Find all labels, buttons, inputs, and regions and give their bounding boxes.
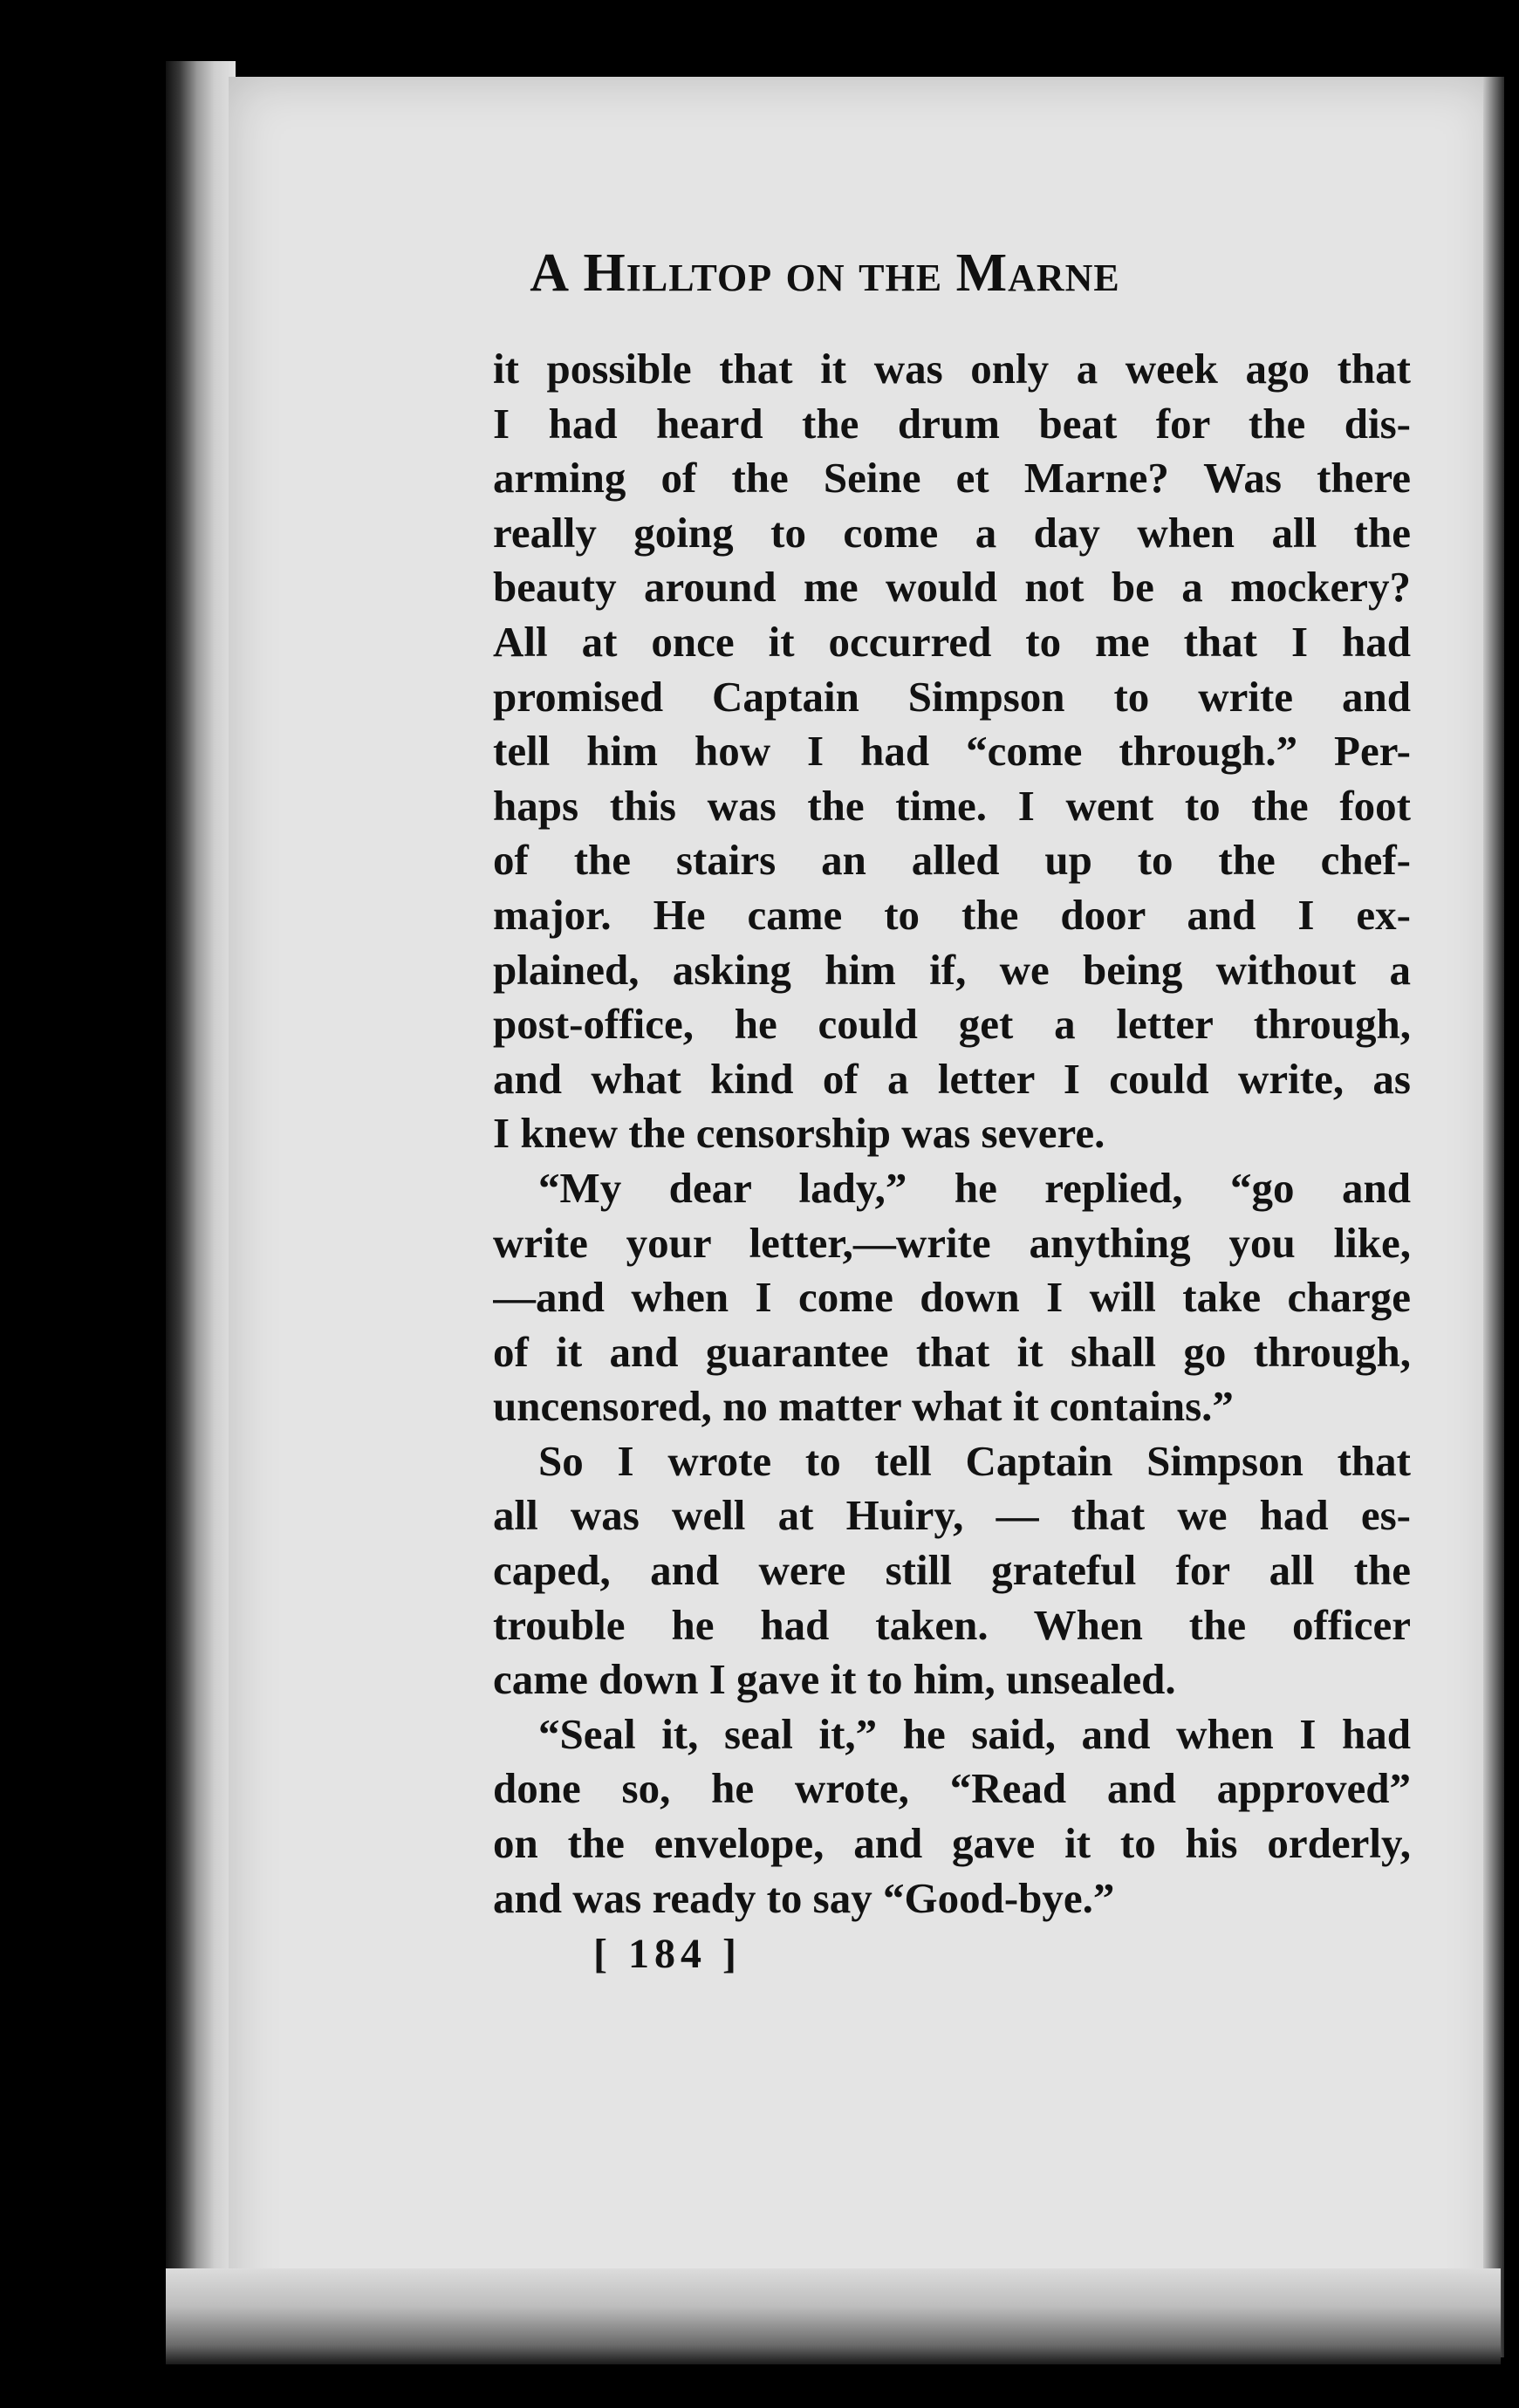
text-line: trouble he had taken. When the officer xyxy=(493,1600,1411,1649)
text-line: I knew the censorship was severe. xyxy=(493,1109,1105,1158)
page-right-edge xyxy=(1483,77,1504,2357)
running-head-on: ON xyxy=(785,257,845,299)
text-line: and was ready to say “Good-bye.” xyxy=(493,1873,1115,1922)
text-line: it possible that it was only a week ago that xyxy=(493,345,1411,393)
text-line: promised Captain Simpson to write and xyxy=(493,672,1411,721)
text-line: write your letter,—write anything you like, xyxy=(493,1218,1411,1267)
text-line: major. He came to the door and I ex- xyxy=(493,890,1411,939)
text-line: on the envelope, and gave it to his orderly, xyxy=(493,1819,1411,1868)
page-gutter-edge xyxy=(166,61,236,2364)
text-line: So I wrote to tell Captain Simpson that xyxy=(538,1436,1411,1485)
page-number: [ 184 ] xyxy=(593,1931,742,1977)
text-line: really going to come a day when all the xyxy=(493,508,1411,557)
text-line: of it and guarantee that it shall go through, xyxy=(493,1327,1411,1376)
running-head-a: A xyxy=(530,243,570,303)
running-head-arne: ARNE xyxy=(1008,257,1120,299)
text-line: done so, he wrote, “Read and approved” xyxy=(493,1764,1411,1813)
text-line: “Seal it, seal it,” he said, and when I had xyxy=(538,1709,1411,1758)
body-text xyxy=(493,342,1411,1926)
running-head-h: H xyxy=(583,243,626,303)
text-line: arming of the Seine et Marne? Was there xyxy=(493,454,1411,503)
text-line: beauty around me would not be a mockery? xyxy=(493,563,1411,612)
running-head-illtop: ILLTOP xyxy=(626,257,773,299)
text-line: I had heard the drum beat for the dis- xyxy=(493,399,1411,448)
text-line: uncensored, no matter what it contains.” xyxy=(493,1382,1234,1431)
text-line: —and when I come down I will take charge xyxy=(493,1273,1411,1322)
text-line: post-office, he could get a letter through, xyxy=(493,1000,1411,1049)
text-line: plained, asking him if, we being without a xyxy=(493,945,1411,994)
text-line: of the stairs an alled up to the chef- xyxy=(493,836,1411,885)
text-line: caped, and were still grateful for all the xyxy=(493,1546,1411,1595)
text-line: came down I gave it to him, unsealed. xyxy=(493,1655,1176,1704)
text-line: “My dear lady,” he replied, “go and xyxy=(538,1163,1411,1212)
text-line: and what kind of a letter I could write, as xyxy=(493,1054,1411,1103)
running-head xyxy=(0,243,1519,304)
text-line: All at once it occurred to me that I had xyxy=(493,617,1411,666)
text-line: haps this was the time. I went to the foot xyxy=(493,781,1411,830)
running-head-m: M xyxy=(955,243,1009,303)
running-head-the: THE xyxy=(859,257,943,299)
text-line: tell him how I had “come through.” Per- xyxy=(493,727,1411,776)
text-line: all was well at Huiry, — that we had es- xyxy=(493,1491,1411,1540)
page-bottom-edge xyxy=(166,2268,1501,2364)
